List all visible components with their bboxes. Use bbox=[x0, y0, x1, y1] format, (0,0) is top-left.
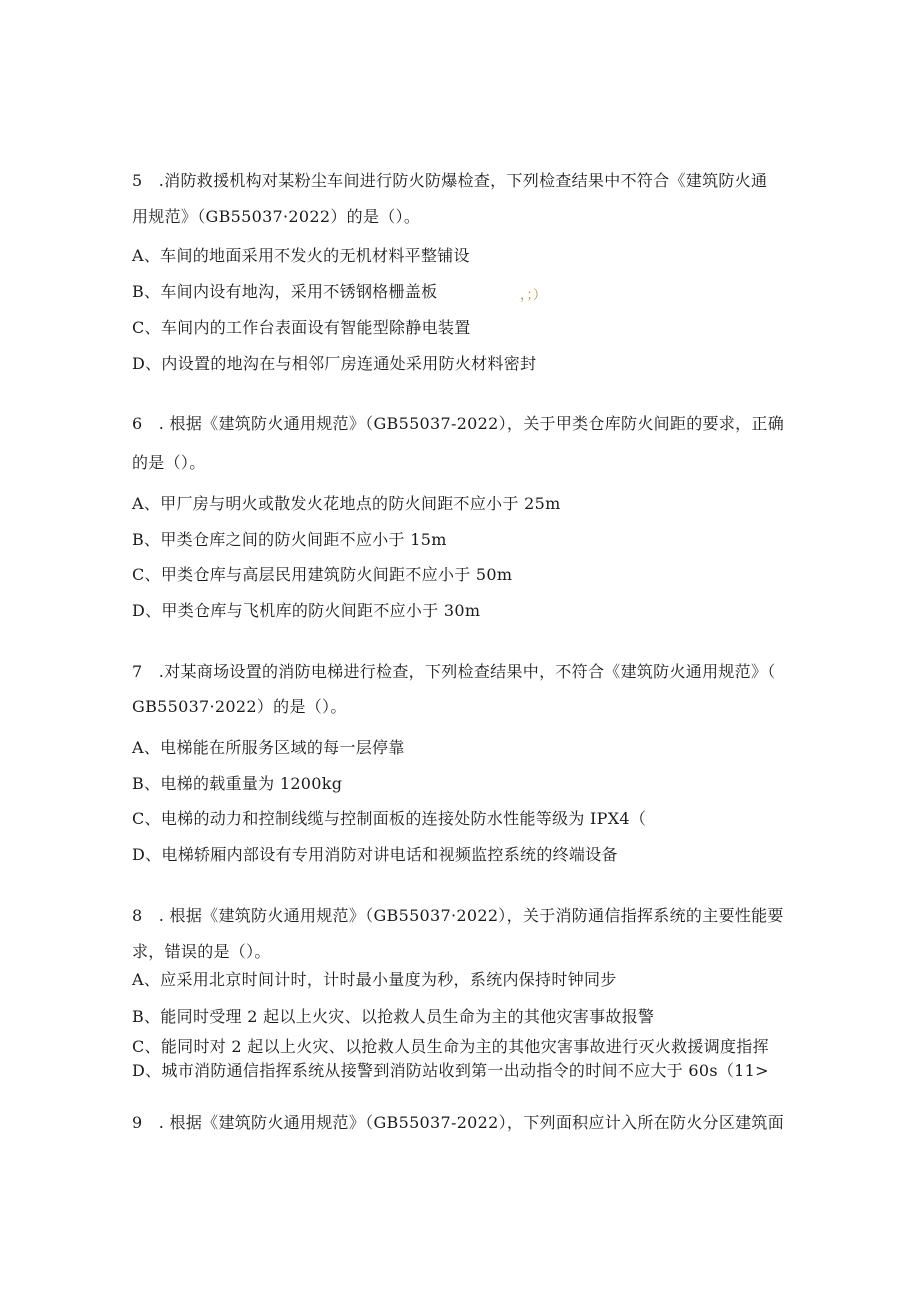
q7-option-a: A、电梯能在所服务区域的每一层停靠 bbox=[132, 738, 405, 757]
q5-option-d: D、内设置的地沟在与相邻厂房连通处采用防火材料密封 bbox=[132, 354, 537, 373]
q6-stem-line-2: 的是（）。 bbox=[132, 453, 206, 472]
q5-option-b: B、车间内设有地沟，采用不锈钢格栅盖板 bbox=[132, 282, 438, 301]
q5-stem-line-2: 用规范》（GB55037·2022）的是（）。 bbox=[132, 207, 421, 226]
q8-option-c: C、能同时对 2 起以上火灾、以抢救人员生命为主的其他灾害事故进行灭火救援调度指挥 bbox=[132, 1037, 769, 1056]
q9-stem-line-1: 9 . 根据《建筑防火通用规范》（GB55037-2022），下列面积应计入所在防火分区建筑面 bbox=[132, 1113, 785, 1132]
q8-option-b: B、能同时受理 2 起以上火灾、以抢救人员生命为主的其他灾害事故报警 bbox=[132, 1007, 655, 1026]
q6-option-c: C、甲类仓库与高层民用建筑防火间距不应小于 50m bbox=[132, 565, 513, 584]
q8-stem-line-2: 求，错误的是（）。 bbox=[132, 942, 271, 961]
q5-stem-line-1: 5 .消防救援机构对某粉尘车间进行防火防爆检查，下列检查结果中不符合《建筑防火通 bbox=[132, 171, 768, 190]
q6-option-b: B、甲类仓库之间的防火间距不应小于 15m bbox=[132, 530, 447, 549]
q7-option-b: B、电梯的载重量为 1200kg bbox=[132, 774, 343, 793]
q5-option-c: C、车间内的工作台表面设有智能型除静电装置 bbox=[132, 318, 471, 337]
q6-option-a: A、甲厂房与明火或散发火花地点的防火间距不应小于 25m bbox=[132, 494, 561, 513]
q5-option-a: A、车间的地面采用不发火的无机材料平整铺设 bbox=[132, 246, 470, 265]
q6-stem-line-1: 6 . 根据《建筑防火通用规范》（GB55037-2022），关于甲类仓库防火间距的要求，正确 bbox=[132, 414, 785, 433]
q7-stem-line-2: GB55037·2022）的是（）。 bbox=[132, 697, 347, 716]
q8-option-d: D、城市消防通信指挥系统从接警到消防站收到第一出动指令的时间不应大于 60s（11> bbox=[132, 1061, 769, 1080]
q7-option-c: C、电梯的动力和控制线缆与控制面板的连接处防水性能等级为 IPX4（ bbox=[132, 809, 647, 828]
q8-option-a: A、应采用北京时间计时，计时最小量度为秒，系统内保持时钟同步 bbox=[132, 970, 617, 989]
stray-mark: ，；） bbox=[520, 288, 547, 303]
q7-stem-line-1: 7 .对某商场设置的消防电梯进行检查，下列检查结果中，不符合《建筑防火通用规范》（ bbox=[132, 662, 776, 681]
q6-option-d: D、甲类仓库与飞机库的防火间距不应小于 30m bbox=[132, 601, 481, 620]
q8-stem-line-1: 8 . 根据《建筑防火通用规范》（GB55037·2022），关于消防通信指挥系统的主要性能要 bbox=[132, 906, 784, 925]
q7-option-d: D、电梯轿厢内部设有专用消防对讲电话和视频监控系统的终端设备 bbox=[132, 845, 618, 864]
